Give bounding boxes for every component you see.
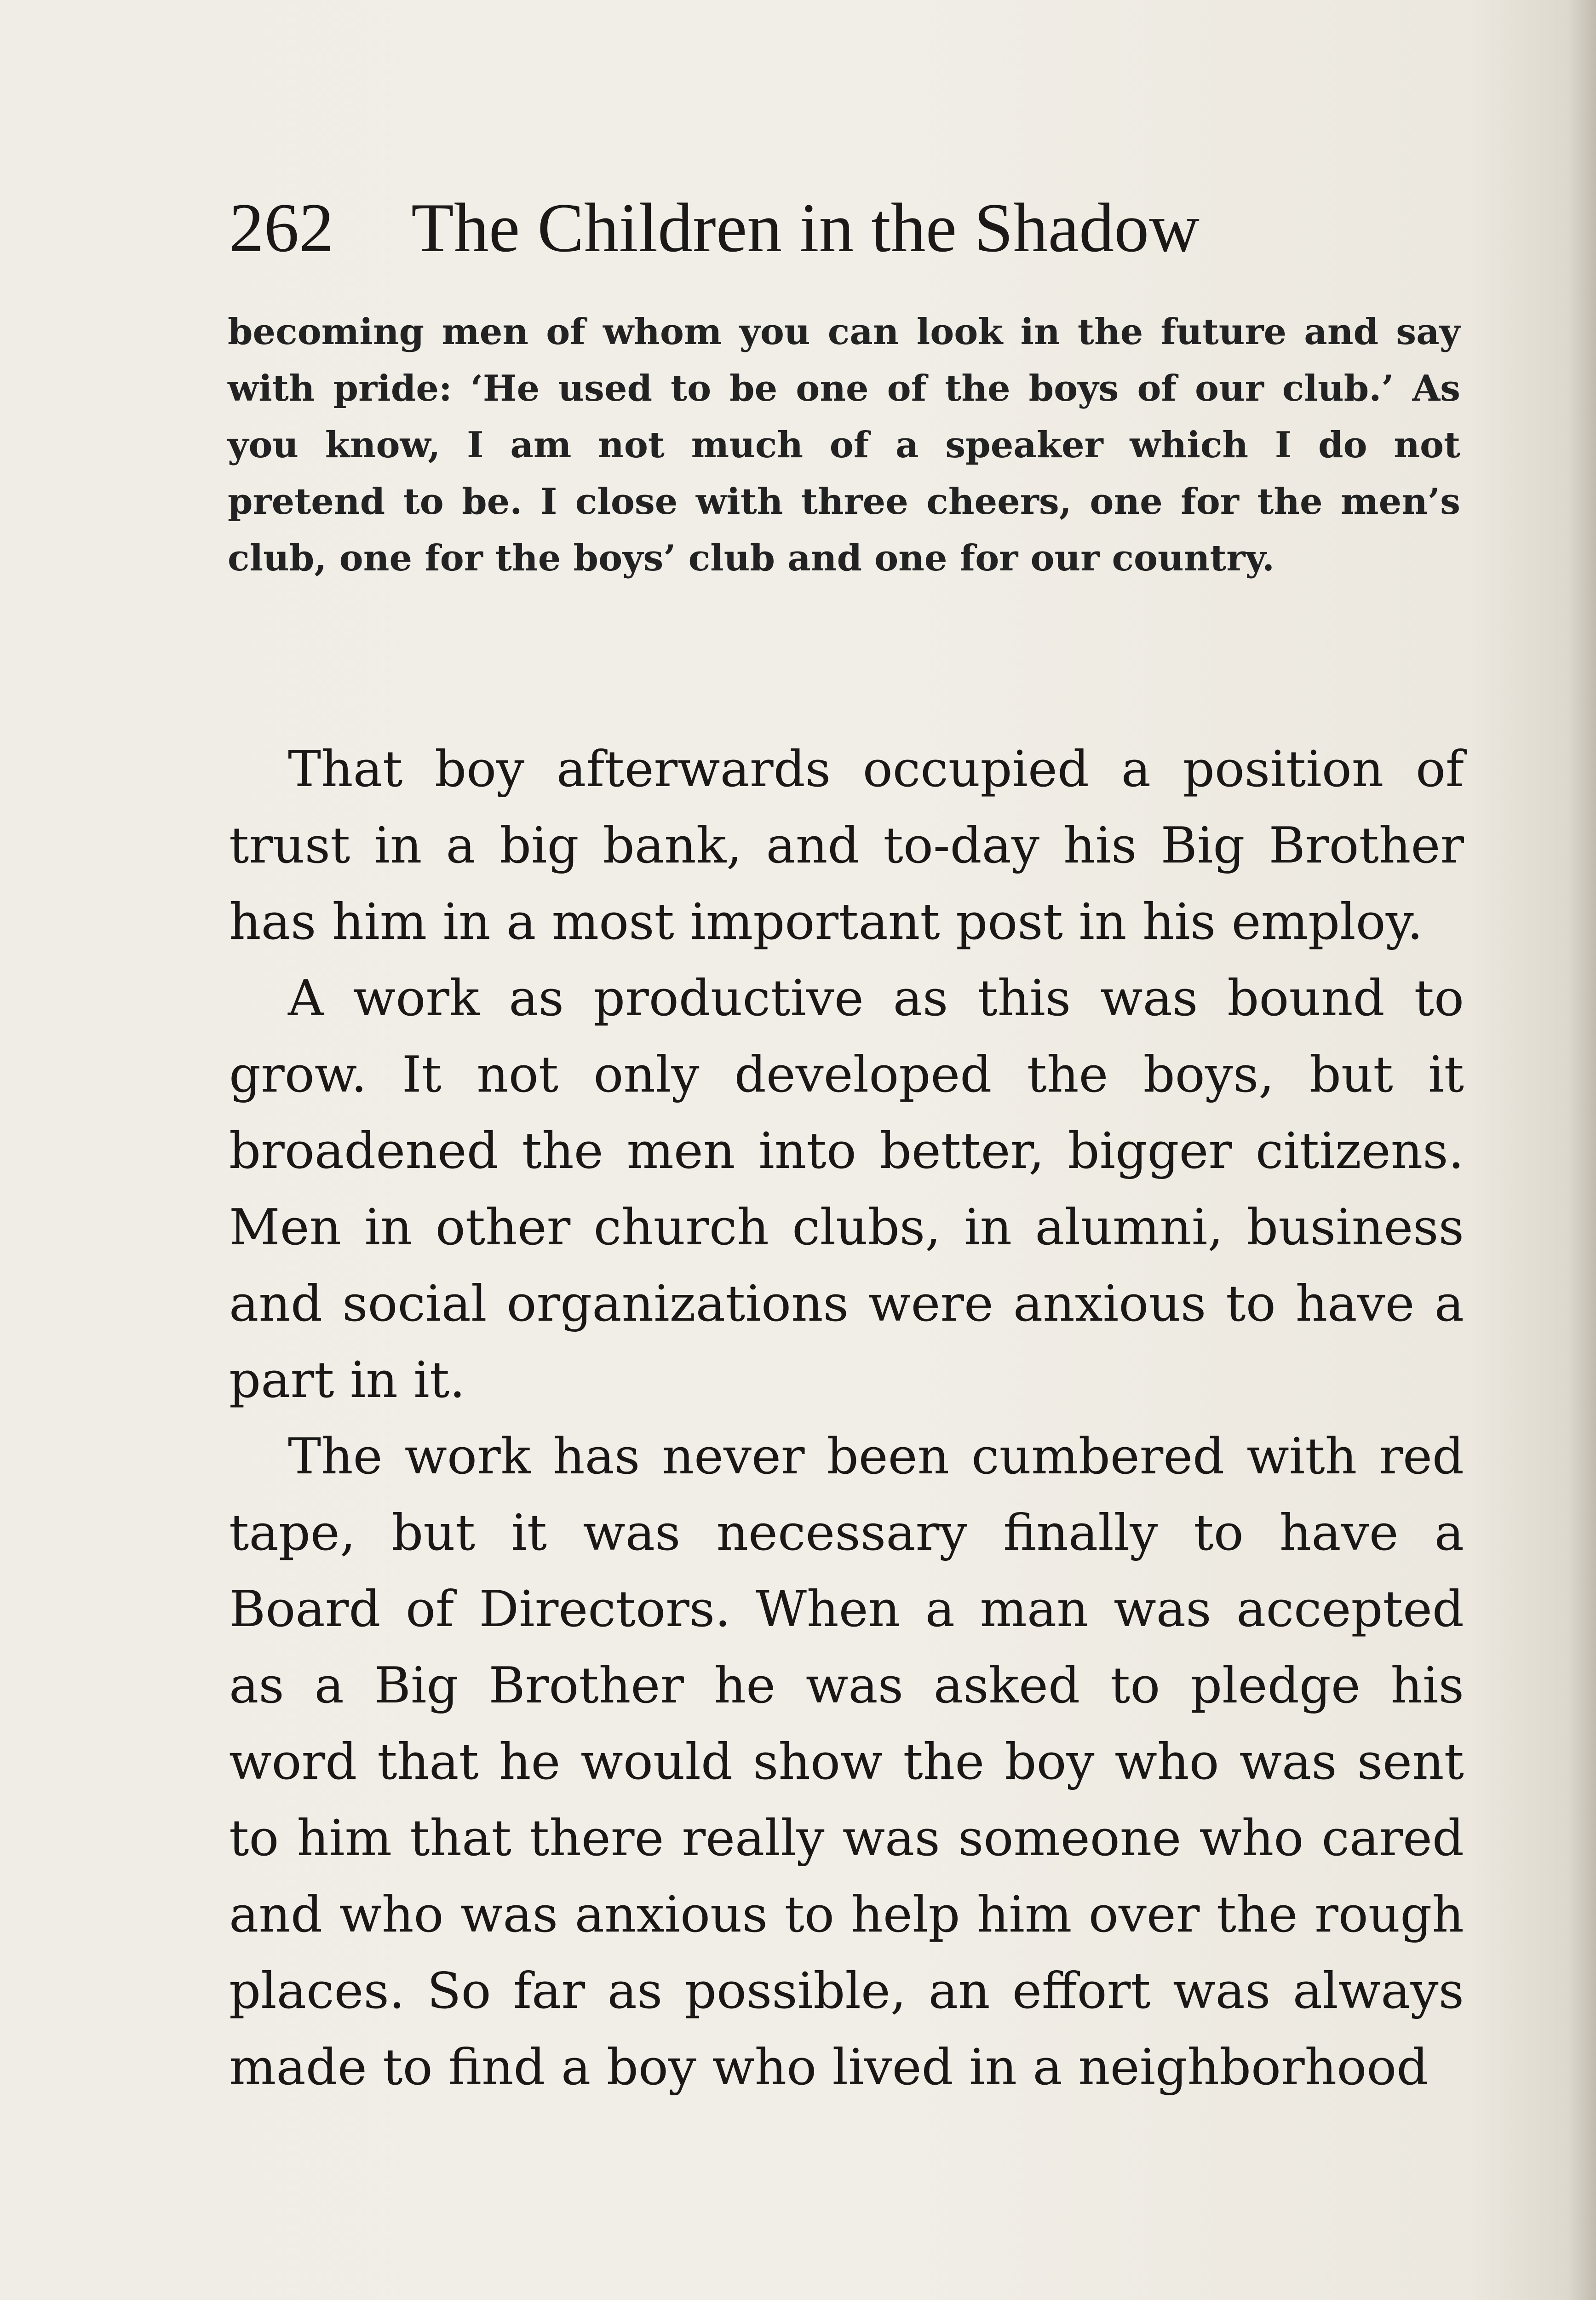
paragraph: That boy afterwards occupied a position of trust in a big bank, and to-day his Big Brother has him in a most important post in his employ.	[229, 741, 1464, 951]
page-number: 262	[229, 189, 334, 266]
paragraph: A work as productive as this was bound to grow. It not only developed the boys, but it broadened the men into better, bigger citizens. Men in other church clubs, in alumni, business and social organizations were anxious to have a part in it.	[229, 970, 1464, 1409]
running-title: The Children in the Shadow	[411, 189, 1200, 266]
paragraph: The work has never been cumbered with red tape, but it was necessary finally to have a Board of Directors. When a man was accepted as a Big Brother he was asked to pledge his word that he would show the boy who was sent to him that there really was someone who cared and who was anxious to help him over the rough places. So far as possible, an effort was always made to find a boy who lived in a neighborhood	[229, 1428, 1464, 2096]
page-edge-shadow	[1568, 0, 1596, 2300]
running-header	[229, 182, 1471, 274]
body-text	[229, 731, 1464, 2106]
quoted-letter-excerpt: becoming men of whom you can look in the future and say with pride: ‘He used to be one of the boys of our club.’ As you know, I am not much of a speaker which I do not pretend to be. I close with three cheers, one for the men’s club, one for the boys’ club and one for our country.	[228, 311, 1460, 579]
